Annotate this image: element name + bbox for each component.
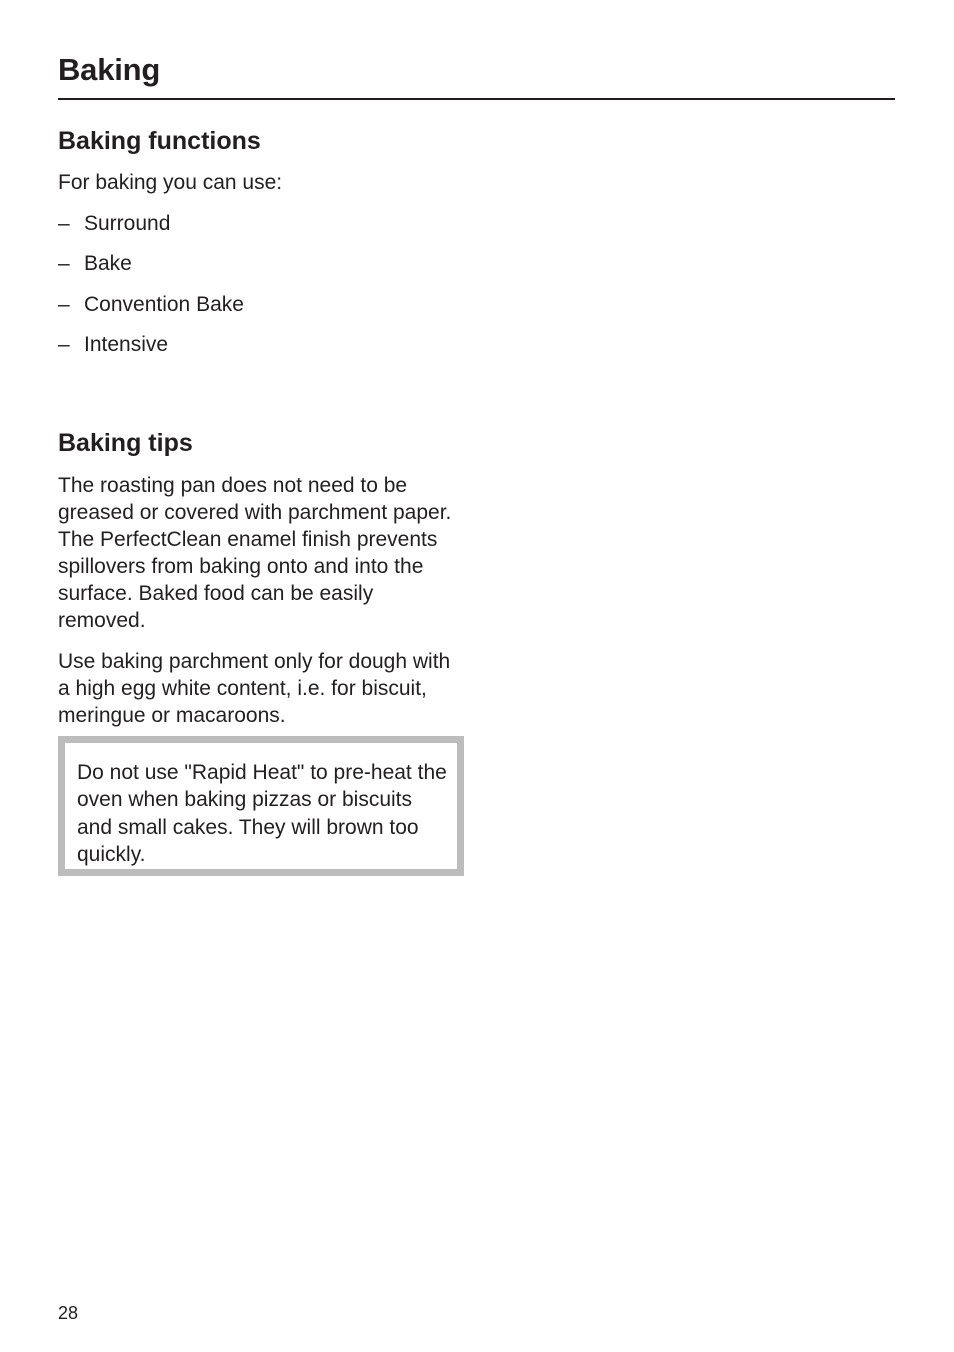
dash-bullet: – [58,292,70,316]
list-item [58,291,244,319]
function-surround: Surround [84,212,171,235]
dash-bullet: – [58,252,70,276]
function-bake: Bake [84,252,132,276]
page-number: 28 [58,1303,79,1323]
list-item [58,331,244,359]
baking-tips-paragraph-2: Use baking parchment only for dough with a high egg white content, i.e. for biscuit, meringue or macaroons. [58,650,451,727]
title-divider [58,98,895,100]
function-intensive: Intensive [84,332,169,356]
list-item [58,250,244,278]
note-text: Do not use "Rapid Heat" to pre-heat the oven when baking pizzas or biscuits and small cakes. They will brown too quickly. [77,761,447,866]
function-convention-bake: Convention Bake [84,292,244,316]
baking-tips-heading: Baking tips [58,429,193,457]
baking-functions-list [58,210,244,371]
dash-bullet: – [58,212,70,235]
list-item [58,210,244,238]
note-box [58,736,464,876]
page-title: Baking [58,52,161,87]
dash-bullet: – [58,332,70,356]
baking-functions-intro: For baking you can use: [58,171,283,194]
baking-functions-heading: Baking functions [58,127,261,155]
baking-tips-paragraph-1: The roasting pan does not need to be greased or covered with parchment paper. The PerfectClean enamel finish prevents spillovers from baking onto and into the surface. Baked food can be easily removed. [58,474,452,632]
